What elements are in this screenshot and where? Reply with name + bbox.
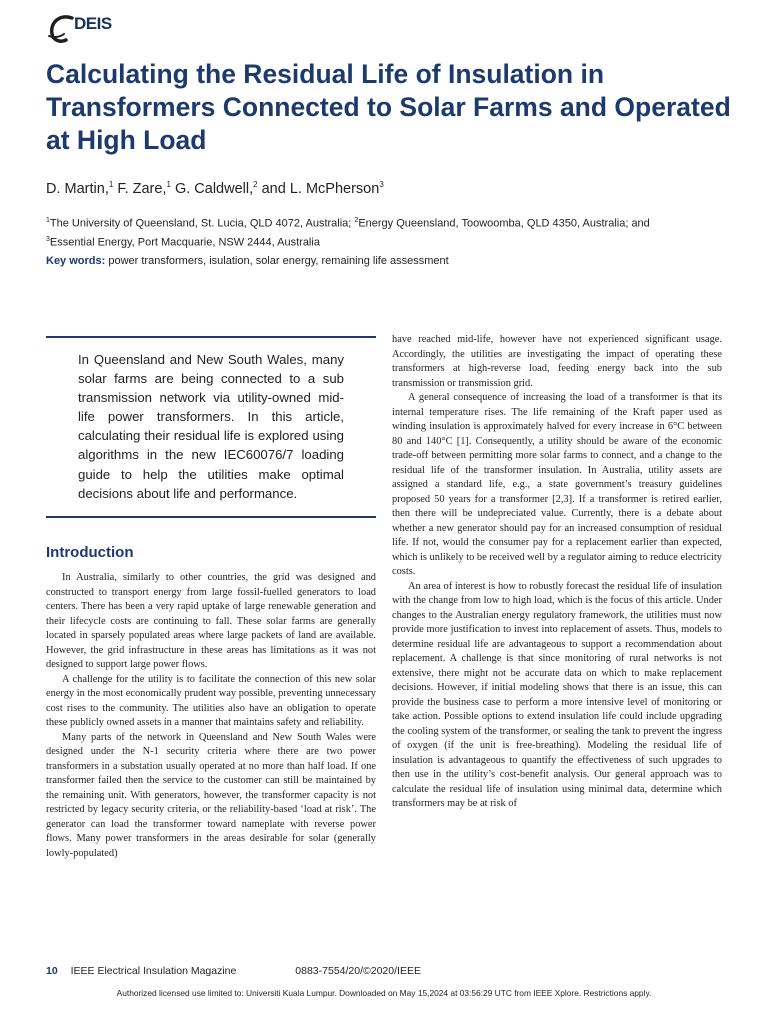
body-paragraph: An area of interest is how to robustly forecast the residual life of insulation with the change from low to high load, which is the focus of this article. Under changes to the Australian energy regulatory framework, the utilities must now provide more justification to invest into replacement of assets. Thus, models to determine residual life are advantageous to support a recommendation about replacement. A challenge is that since monitoring of rural networks is not extensive, there might not be accurate data on which to make replacement decisions. However, if initial modeling shows that there is an issue, this can provide the business case to perform a more intensive level of monitoring or take action. Possible options to extend insulation life could include upgrading the cooling system of the transformer, or sealing the tank to prevent the ingress of oxygen (if the unit is free-breathing). Modeling the residual life of insulation is advantageous to quantify the effectiveness of such upgrades to then use in the utility’s cost-benefit analysis. Our general approach was to calculate the residual life of insulation using minimal data, determine which transformers may be at risk of: [392, 580, 722, 809]
affiliation: Energy Queensland, Toowoomba, QLD 4350, Australia; and: [358, 217, 650, 230]
affil-mark: 2: [354, 217, 359, 224]
author-affil-mark: 3: [379, 180, 384, 189]
article-title: Calculating the Residual Life of Insulation in Transformers Connected to Solar Farms and Operated at High Load: [46, 59, 731, 155]
keywords: [46, 255, 736, 267]
author-name: and L. McPherson: [257, 180, 380, 197]
page-footer: [46, 965, 421, 977]
page-number: 10: [46, 965, 58, 977]
affiliations: [46, 213, 736, 250]
author-name: D. Martin,: [46, 180, 109, 197]
license-notice: Authorized licensed use limited to: Universiti Kuala Lumpur. Downloaded on May 15,2024 at 03:56:29 UTC from IEEE Xplore. Restrictions apply.: [116, 988, 652, 998]
affil-mark: 1: [46, 217, 50, 224]
author-affil-mark: 1: [166, 180, 171, 189]
author-name: F. Zare,: [113, 180, 167, 197]
right-column: [392, 333, 722, 812]
author-affil-mark: 1: [108, 180, 114, 189]
author-list: [46, 180, 726, 197]
affil-mark: 3: [46, 235, 50, 243]
keywords-text: power transformers, isulation, solar energy, remaining life assessment: [108, 255, 449, 267]
left-column: [46, 571, 376, 861]
affiliation: The University of Queensland, St. Lucia, QLD 4072, Australia;: [49, 217, 355, 230]
issn-copyright: 0883-7554/20/©2020/IEEE: [295, 965, 421, 977]
body-paragraph: A challenge for the utility is to facilitate the connection of this new solar energy in the most economically prudent way possible, preventing unnecessary cost rises to the community. The utilities also have an obligation to operate these publicly owned assets in a manner that maintains safety and reliability.: [46, 673, 376, 728]
abstract-box: [46, 336, 376, 518]
magazine-name: IEEE Electrical Insulation Magazine: [70, 965, 237, 977]
deis-logo-icon: [46, 12, 76, 46]
keywords-label: Key words:: [46, 255, 106, 267]
body-paragraph: A general consequence of increasing the load of a transformer is that its internal temperature rises. The life remaining of the Kraft paper used as winding insulation is approximately halved for every increase in 6°C between 80 and 140°C [1]. Consequently, a utility should be aware of the economic trade-off between permitting more solar farms to connect, and a change to the residual life of the transformer insulation. In Australia, utility assets are assigned a standard life, e.g., a state government’s treasury guidelines proposed 50 years for a transformer [2,3]. If a transformer is retired earlier, then there will be undepreciated value. Currently, there is a debate about whether a new generator should pay for an increased consumption of residual life. If not, would the consumer pay for a replacement earlier than expected, which is unlikely to be received well by a regulator aiming to reduce electricity costs.: [392, 392, 722, 577]
logo-text: DEIS: [74, 14, 112, 33]
author-name: G. Caldwell,: [170, 180, 254, 197]
abstract-text: In Queensland and New South Wales, many solar farms are being connected to a sub transmission network via utility-owned mid-life power transformers. In this article, calculating their residual life is explored using algorithms in the new IEC60076/7 loading guide to help the utilities make optimal decisions about life and performance.: [78, 352, 344, 501]
body-paragraph: Many parts of the network in Queensland and New South Wales were designed under the N-1 security criteria where there are two power transformers in a substation usually operated at no more than half load. If one transformer failed then the service to the customer can still be maintained by the remaining unit. With generators, however, the transformer capacity is not restricted by legacy security criteria, or the reliability-based ‘load at risk’. The generator can load the transformer toward nameplate with reverse power flows. Many power transformers in the areas desirable for solar (generally lowly-populated): [46, 731, 376, 859]
body-paragraph: In Australia, similarly to other countries, the grid was designed and constructed to transport energy from large fossil-fuelled generators to load centers. There has been a very rapid uptake of large renewable generation and their lifecycle costs are continuing to fall. These solar farms are generally located in sparsely populated areas where large packets of land are available. However, the grid infrastructure in these areas has limitations as it was not designed to support large power flows.: [46, 572, 376, 670]
affiliation: Essential Energy, Port Macquarie, NSW 2444, Australia: [49, 236, 320, 249]
author-affil-mark: 2: [253, 180, 258, 189]
body-paragraph: have reached mid-life, however have not experienced significant usage. Accordingly, the utilities are investigating the impact of operating these transformers at high-reverse load, feeding energy back into the sub transmission or transmission grid.: [392, 334, 722, 389]
section-heading-introduction: Introduction: [46, 544, 134, 561]
deis-logo: [46, 12, 116, 46]
